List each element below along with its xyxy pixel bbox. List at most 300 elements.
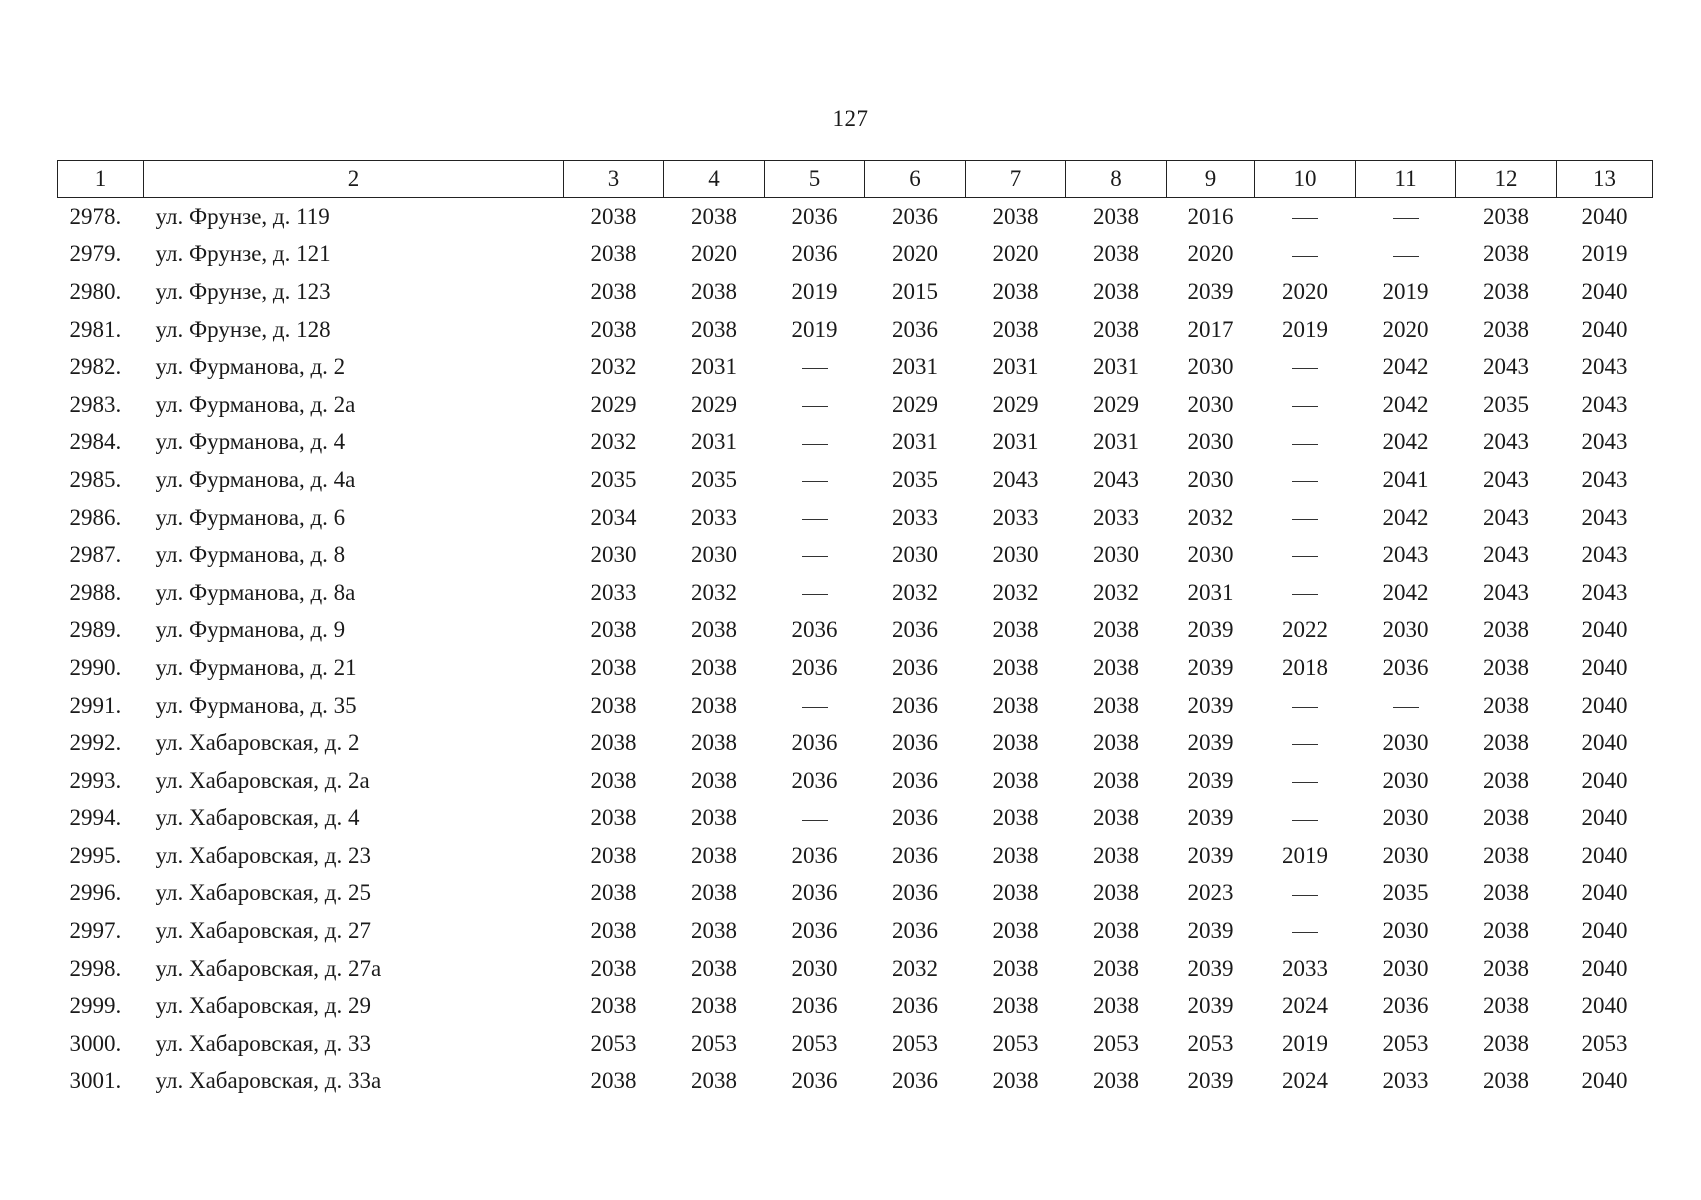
year-cell-col-12: 2038 <box>1483 278 1529 304</box>
address-cell: ул. Фурманова, д. 35 <box>155 692 357 718</box>
year-cell-col-13: 2040 <box>1581 1068 1628 1094</box>
dash-mark <box>1292 218 1318 219</box>
year-cell-col-11: 2041 <box>1382 466 1429 492</box>
year-cell-col-13: 2043 <box>1581 542 1628 568</box>
year-cell-col-6: 2036 <box>892 918 938 944</box>
column-header-5: 5 <box>765 161 865 198</box>
year-cell-col-12: 2038 <box>1483 692 1529 718</box>
year-cell-col-7: 2038 <box>992 278 1039 304</box>
year-cell-col-5: 2036 <box>791 842 838 868</box>
year-cell-col-10: 2033 <box>1282 955 1328 981</box>
year-cell-col-8: 2038 <box>1093 617 1139 643</box>
row-number: 2983. <box>69 391 122 417</box>
year-cell-col-10 <box>1255 687 1356 725</box>
year-cell-col-7: 2038 <box>992 955 1039 981</box>
year-cell-col-10: 2022 <box>1282 617 1328 643</box>
dash-mark <box>802 820 828 821</box>
row-number: 2982. <box>69 354 122 380</box>
year-cell-col-5: 2019 <box>791 278 838 304</box>
year-cell-col-12: 2043 <box>1483 429 1529 455</box>
column-header-6: 6 <box>865 161 966 198</box>
address-cell: ул. Фрунзе, д. 119 <box>155 203 330 229</box>
year-cell-col-13: 2040 <box>1581 955 1628 981</box>
year-cell-col-9: 2020 <box>1187 241 1234 267</box>
year-cell-col-10: 2018 <box>1282 654 1328 680</box>
year-cell-col-11: 2042 <box>1382 391 1429 417</box>
year-cell-col-12: 2043 <box>1483 354 1529 380</box>
address-cell: ул. Фрунзе, д. 128 <box>155 316 331 342</box>
year-cell-col-3: 2038 <box>590 730 637 756</box>
year-cell-col-7: 2020 <box>992 241 1039 267</box>
year-cell-col-7: 2038 <box>992 842 1039 868</box>
year-cell-col-4: 2031 <box>691 429 737 455</box>
year-cell-col-12: 2038 <box>1483 918 1529 944</box>
year-cell-col-4: 2033 <box>691 504 737 530</box>
year-cell-col-6: 2036 <box>892 1068 938 1094</box>
year-cell-col-11: 2053 <box>1382 1030 1429 1056</box>
year-cell-col-4: 2038 <box>691 730 737 756</box>
year-cell-col-13: 2040 <box>1581 730 1628 756</box>
year-cell-col-3: 2034 <box>590 504 637 530</box>
year-cell-col-5: 2036 <box>791 993 838 1019</box>
year-cell-col-6: 2036 <box>892 880 938 906</box>
year-cell-col-12: 2038 <box>1483 654 1529 680</box>
year-cell-col-10 <box>1255 499 1356 537</box>
year-cell-col-10: 2024 <box>1282 993 1328 1019</box>
year-cell-col-5: 2036 <box>791 241 838 267</box>
table-row <box>58 875 1653 913</box>
table-row <box>58 536 1653 574</box>
year-cell-col-8: 2053 <box>1093 1030 1139 1056</box>
row-number: 2993. <box>69 767 122 793</box>
table-row <box>58 574 1653 612</box>
year-cell-col-8: 2029 <box>1093 391 1139 417</box>
year-cell-col-12: 2035 <box>1483 391 1529 417</box>
year-cell-col-6: 2032 <box>892 955 938 981</box>
dash-mark <box>1292 256 1318 257</box>
year-cell-col-8: 2032 <box>1093 579 1139 605</box>
year-cell-col-3: 2033 <box>590 579 637 605</box>
dash-mark <box>1292 444 1318 445</box>
row-number: 2992. <box>69 730 122 756</box>
address-cell: ул. Хабаровская, д. 27а <box>155 955 382 981</box>
year-cell-col-8: 2038 <box>1093 1068 1139 1094</box>
year-cell-col-8: 2033 <box>1093 504 1139 530</box>
year-cell-col-4: 2038 <box>691 767 737 793</box>
dash-mark <box>1393 256 1419 257</box>
year-cell-col-11: 2036 <box>1382 654 1429 680</box>
address-cell: ул. Хабаровская, д. 33а <box>155 1068 382 1094</box>
year-cell-col-13: 2043 <box>1581 429 1628 455</box>
year-cell-col-10: 2019 <box>1282 1030 1328 1056</box>
dash-mark <box>1292 406 1318 407</box>
address-cell: ул. Фрунзе, д. 123 <box>155 278 331 304</box>
year-cell-col-5 <box>765 800 865 838</box>
table-row <box>58 800 1653 838</box>
year-cell-col-12: 2038 <box>1483 241 1529 267</box>
year-cell-col-8: 2038 <box>1093 203 1139 229</box>
year-cell-col-12: 2043 <box>1483 504 1529 530</box>
year-cell-col-5: 2036 <box>791 880 838 906</box>
year-cell-col-7: 2038 <box>992 767 1039 793</box>
address-cell: ул. Фурманова, д. 8а <box>155 579 356 605</box>
year-cell-col-12: 2038 <box>1483 805 1529 831</box>
dash-mark <box>1393 218 1419 219</box>
year-cell-col-3: 2038 <box>590 993 637 1019</box>
row-number: 2979. <box>69 241 122 267</box>
year-cell-col-10 <box>1255 236 1356 274</box>
year-cell-col-5 <box>765 461 865 499</box>
year-cell-col-7: 2029 <box>992 391 1039 417</box>
year-cell-col-4: 2038 <box>691 1068 737 1094</box>
year-cell-col-11: 2030 <box>1382 918 1429 944</box>
row-number: 2994. <box>69 805 122 831</box>
year-cell-col-3: 2038 <box>590 203 637 229</box>
address-cell: ул. Фурманова, д. 2а <box>155 391 356 417</box>
address-cell: ул. Хабаровская, д. 23 <box>155 842 371 868</box>
address-cell: ул. Фурманова, д. 9 <box>155 617 346 643</box>
year-cell-col-10 <box>1255 386 1356 424</box>
year-cell-col-3: 2053 <box>590 1030 637 1056</box>
year-cell-col-7: 2032 <box>992 579 1039 605</box>
year-cell-col-5 <box>765 499 865 537</box>
year-cell-col-8: 2038 <box>1093 692 1139 718</box>
dash-mark <box>1393 707 1419 708</box>
dash-mark <box>802 594 828 595</box>
row-number: 2997. <box>69 918 122 944</box>
year-cell-col-11: 2019 <box>1382 278 1429 304</box>
dash-mark <box>802 444 828 445</box>
year-cell-col-3: 2032 <box>590 429 637 455</box>
year-cell-col-8: 2038 <box>1093 241 1139 267</box>
column-header-11: 11 <box>1356 161 1456 198</box>
year-cell-col-6: 2032 <box>892 579 938 605</box>
year-cell-col-12: 2038 <box>1483 880 1529 906</box>
year-cell-col-11: 2042 <box>1382 354 1429 380</box>
year-cell-col-10 <box>1255 875 1356 913</box>
year-cell-col-4: 2032 <box>691 579 737 605</box>
table-row <box>58 987 1653 1025</box>
year-cell-col-9: 2039 <box>1187 955 1234 981</box>
year-cell-col-6: 2036 <box>892 617 938 643</box>
dash-mark <box>1292 820 1318 821</box>
year-cell-col-13: 2040 <box>1581 617 1628 643</box>
year-cell-col-9: 2039 <box>1187 1068 1234 1094</box>
table-row <box>58 762 1653 800</box>
year-cell-col-13: 2040 <box>1581 692 1628 718</box>
dash-mark <box>1292 481 1318 482</box>
table-header <box>58 161 1653 198</box>
table-row <box>58 649 1653 687</box>
year-cell-col-11: 2030 <box>1382 805 1429 831</box>
year-cell-col-6: 2031 <box>892 354 938 380</box>
year-cell-col-10 <box>1255 762 1356 800</box>
table-row <box>58 1025 1653 1063</box>
year-cell-col-10 <box>1255 536 1356 574</box>
year-cell-col-12: 2038 <box>1483 767 1529 793</box>
year-cell-col-7: 2038 <box>992 805 1039 831</box>
year-cell-col-6: 2035 <box>892 466 938 492</box>
year-cell-col-12: 2038 <box>1483 203 1529 229</box>
row-number: 2989. <box>69 617 122 643</box>
dash-mark <box>1292 895 1318 896</box>
year-cell-col-6: 2036 <box>892 805 938 831</box>
year-cell-col-4: 2029 <box>691 391 737 417</box>
year-cell-col-5: 2030 <box>791 955 838 981</box>
dash-mark <box>1292 519 1318 520</box>
dash-mark <box>1292 556 1318 557</box>
table-row <box>58 424 1653 462</box>
table-row <box>58 461 1653 499</box>
year-cell-col-9: 2039 <box>1187 918 1234 944</box>
address-cell: ул. Фурманова, д. 4 <box>155 429 346 455</box>
year-cell-col-3: 2029 <box>590 391 637 417</box>
table-row <box>58 687 1653 725</box>
year-cell-col-11: 2030 <box>1382 767 1429 793</box>
year-cell-col-13: 2040 <box>1581 203 1628 229</box>
year-cell-col-13: 2040 <box>1581 993 1628 1019</box>
year-cell-col-7: 2038 <box>992 918 1039 944</box>
year-cell-col-11 <box>1356 236 1456 274</box>
year-cell-col-3: 2038 <box>590 1068 637 1094</box>
year-cell-col-9: 2030 <box>1187 466 1234 492</box>
year-cell-col-3: 2038 <box>590 278 637 304</box>
year-cell-col-9: 2039 <box>1187 805 1234 831</box>
year-cell-col-8: 2038 <box>1093 654 1139 680</box>
table-row <box>58 912 1653 950</box>
year-cell-col-5: 2036 <box>791 1068 838 1094</box>
year-cell-col-12: 2043 <box>1483 579 1529 605</box>
year-cell-col-13: 2040 <box>1581 805 1628 831</box>
table-row <box>58 236 1653 274</box>
row-number: 2996. <box>69 880 122 906</box>
dash-mark <box>1292 744 1318 745</box>
year-cell-col-7: 2053 <box>992 1030 1039 1056</box>
year-cell-col-6: 2033 <box>892 504 938 530</box>
dash-mark <box>1292 932 1318 933</box>
address-cell: ул. Фурманова, д. 2 <box>155 354 346 380</box>
year-cell-col-8: 2043 <box>1093 466 1139 492</box>
dash-mark <box>1292 368 1318 369</box>
year-cell-col-10: 2024 <box>1282 1068 1328 1094</box>
year-cell-col-5 <box>765 574 865 612</box>
address-cell: ул. Хабаровская, д. 27 <box>155 918 371 944</box>
year-cell-col-11 <box>1356 198 1456 236</box>
year-cell-col-3: 2038 <box>590 880 637 906</box>
row-number: 2987. <box>69 542 122 568</box>
row-number: 2998. <box>69 955 122 981</box>
year-cell-col-7: 2033 <box>992 504 1039 530</box>
year-cell-col-7: 2030 <box>992 542 1039 568</box>
year-cell-col-7: 2031 <box>992 354 1039 380</box>
year-cell-col-13: 2043 <box>1581 391 1628 417</box>
year-cell-col-7: 2038 <box>992 316 1039 342</box>
column-header-1: 1 <box>58 161 144 198</box>
year-cell-col-8: 2038 <box>1093 767 1139 793</box>
column-header-13: 13 <box>1557 161 1653 198</box>
column-header-10: 10 <box>1255 161 1356 198</box>
year-cell-col-6: 2036 <box>892 842 938 868</box>
table-row <box>58 348 1653 386</box>
column-header-7: 7 <box>966 161 1066 198</box>
year-cell-col-6: 2036 <box>892 993 938 1019</box>
year-cell-col-9: 2023 <box>1187 880 1234 906</box>
year-cell-col-3: 2038 <box>590 918 637 944</box>
year-cell-col-12: 2038 <box>1483 730 1529 756</box>
year-cell-col-11: 2033 <box>1382 1068 1429 1094</box>
column-header-9: 9 <box>1167 161 1255 198</box>
year-cell-col-6: 2020 <box>892 241 938 267</box>
table-row <box>58 273 1653 311</box>
year-cell-col-9: 2031 <box>1187 579 1234 605</box>
year-cell-col-11: 2030 <box>1382 730 1429 756</box>
page-number: 127 <box>832 106 869 131</box>
row-number: 2980. <box>69 278 122 304</box>
year-cell-col-10: 2019 <box>1282 316 1328 342</box>
header-row <box>58 161 1653 198</box>
year-cell-col-4: 2038 <box>691 316 737 342</box>
year-cell-col-6: 2015 <box>892 278 938 304</box>
year-cell-col-8: 2030 <box>1093 542 1139 568</box>
year-cell-col-3: 2038 <box>590 617 637 643</box>
year-cell-col-10 <box>1255 912 1356 950</box>
year-cell-col-8: 2031 <box>1093 429 1139 455</box>
year-cell-col-7: 2031 <box>992 429 1039 455</box>
year-cell-col-10 <box>1255 574 1356 612</box>
column-header-4: 4 <box>664 161 765 198</box>
table-row <box>58 724 1653 762</box>
year-cell-col-4: 2038 <box>691 805 737 831</box>
year-cell-col-8: 2038 <box>1093 955 1139 981</box>
table-row <box>58 1063 1653 1101</box>
year-cell-col-6: 2030 <box>892 542 938 568</box>
year-cell-col-8: 2038 <box>1093 278 1139 304</box>
year-cell-col-9: 2016 <box>1187 203 1234 229</box>
schedule-table-container <box>57 160 1652 1100</box>
address-cell: ул. Хабаровская, д. 2а <box>155 767 370 793</box>
table-row <box>58 499 1653 537</box>
year-cell-col-6: 2053 <box>892 1030 938 1056</box>
year-cell-col-7: 2043 <box>992 466 1039 492</box>
year-cell-col-3: 2038 <box>590 842 637 868</box>
year-cell-col-7: 2038 <box>992 203 1039 229</box>
year-cell-col-7: 2038 <box>992 730 1039 756</box>
year-cell-col-11 <box>1356 687 1456 725</box>
year-cell-col-4: 2053 <box>691 1030 737 1056</box>
year-cell-col-4: 2038 <box>691 654 737 680</box>
dash-mark <box>802 707 828 708</box>
address-cell: ул. Фурманова, д. 4а <box>155 466 356 492</box>
year-cell-col-7: 2038 <box>992 1068 1039 1094</box>
row-number: 2995. <box>69 842 122 868</box>
year-cell-col-6: 2036 <box>892 316 938 342</box>
address-cell: ул. Хабаровская, д. 2 <box>155 730 360 756</box>
year-cell-col-3: 2038 <box>590 316 637 342</box>
row-number: 2988. <box>69 579 122 605</box>
year-cell-col-3: 2032 <box>590 354 637 380</box>
table-row <box>58 386 1653 424</box>
year-cell-col-8: 2038 <box>1093 993 1139 1019</box>
year-cell-col-9: 2030 <box>1187 354 1234 380</box>
year-cell-col-8: 2031 <box>1093 354 1139 380</box>
row-number: 2991. <box>69 692 122 718</box>
year-cell-col-13: 2040 <box>1581 654 1628 680</box>
table-row <box>58 311 1653 349</box>
year-cell-col-9: 2030 <box>1187 391 1234 417</box>
year-cell-col-12: 2043 <box>1483 466 1529 492</box>
year-cell-col-5: 2053 <box>791 1030 838 1056</box>
address-cell: ул. Фурманова, д. 21 <box>155 654 357 680</box>
row-number: 2978. <box>69 203 122 229</box>
year-cell-col-11: 2042 <box>1382 579 1429 605</box>
year-cell-col-9: 2039 <box>1187 654 1234 680</box>
table-row <box>58 198 1653 236</box>
year-cell-col-9: 2053 <box>1187 1030 1234 1056</box>
year-cell-col-6: 2036 <box>892 203 938 229</box>
address-cell: ул. Фрунзе, д. 121 <box>155 241 331 267</box>
year-cell-col-5: 2036 <box>791 617 838 643</box>
year-cell-col-9: 2039 <box>1187 767 1234 793</box>
year-cell-col-9: 2039 <box>1187 278 1234 304</box>
year-cell-col-11: 2036 <box>1382 993 1429 1019</box>
year-cell-col-11: 2030 <box>1382 955 1429 981</box>
year-cell-col-12: 2038 <box>1483 955 1529 981</box>
year-cell-col-4: 2038 <box>691 203 737 229</box>
dash-mark <box>802 556 828 557</box>
address-cell: ул. Хабаровская, д. 4 <box>155 805 360 831</box>
year-cell-col-9: 2030 <box>1187 429 1234 455</box>
year-cell-col-9: 2039 <box>1187 617 1234 643</box>
year-cell-col-6: 2029 <box>892 391 938 417</box>
table-row <box>58 837 1653 875</box>
year-cell-col-5 <box>765 348 865 386</box>
year-cell-col-11: 2042 <box>1382 429 1429 455</box>
year-cell-col-3: 2038 <box>590 955 637 981</box>
year-cell-col-3: 2035 <box>590 466 637 492</box>
year-cell-col-9: 2039 <box>1187 842 1234 868</box>
dash-mark <box>802 368 828 369</box>
dash-mark <box>802 481 828 482</box>
year-cell-col-9: 2039 <box>1187 692 1234 718</box>
year-cell-col-4: 2038 <box>691 842 737 868</box>
year-cell-col-5 <box>765 386 865 424</box>
address-cell: ул. Хабаровская, д. 29 <box>155 993 371 1019</box>
row-number: 3001. <box>69 1068 122 1094</box>
year-cell-col-8: 2038 <box>1093 842 1139 868</box>
year-cell-col-4: 2038 <box>691 617 737 643</box>
schedule-table <box>57 160 1653 1100</box>
year-cell-col-8: 2038 <box>1093 316 1139 342</box>
year-cell-col-10: 2019 <box>1282 842 1328 868</box>
year-cell-col-4: 2038 <box>691 692 737 718</box>
year-cell-col-11: 2043 <box>1382 542 1429 568</box>
year-cell-col-3: 2038 <box>590 654 637 680</box>
year-cell-col-13: 2019 <box>1581 241 1628 267</box>
column-header-12: 12 <box>1456 161 1557 198</box>
year-cell-col-4: 2030 <box>691 542 737 568</box>
year-cell-col-13: 2043 <box>1581 579 1628 605</box>
row-number: 2984. <box>69 429 122 455</box>
table-body <box>58 198 1653 1101</box>
year-cell-col-5: 2036 <box>791 203 838 229</box>
year-cell-col-4: 2038 <box>691 993 737 1019</box>
year-cell-col-7: 2038 <box>992 692 1039 718</box>
year-cell-col-13: 2040 <box>1581 880 1628 906</box>
dash-mark <box>1292 782 1318 783</box>
year-cell-col-4: 2038 <box>691 880 737 906</box>
year-cell-col-5: 2036 <box>791 767 838 793</box>
year-cell-col-3: 2038 <box>590 241 637 267</box>
